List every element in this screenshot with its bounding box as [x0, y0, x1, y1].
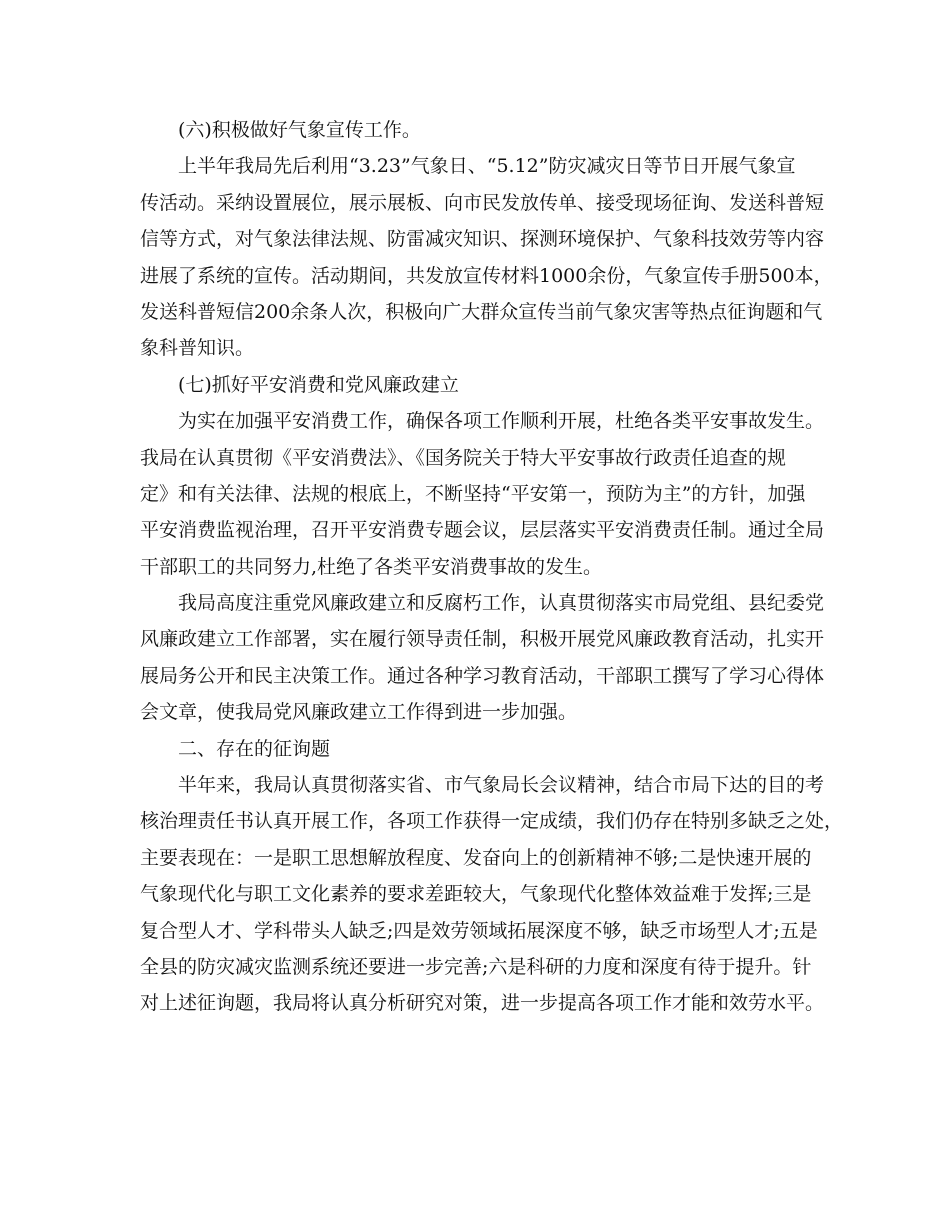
paragraph-line: 气象现代化与职工文化素养的要求差距较大，气象现代化整体效益难于发挥;三是 — [140, 883, 812, 906]
paragraph-line: 会文章，使我局党风廉政建立工作得到进一步加强。 — [140, 701, 578, 724]
paragraph-line: 为实在加强平安消费工作，确保各项工作顺利开展，杜绝各类平安事故发生。 — [178, 410, 825, 433]
paragraph-line: 发送科普短信200余条人次，积极向广大群众宣传当前气象灾害等热点征询题和气 — [140, 300, 823, 323]
paragraph-line: 定》和有关法律、法规的根底上，不断坚持“平安第一，预防为主”的方针，加强 — [140, 482, 806, 505]
paragraph-line: 全县的防灾减灾监测系统还要进一步完善;六是科研的力度和深度有待于提升。针 — [140, 955, 812, 978]
paragraph-line: 半年来，我局认真贯彻落实省、市气象局长会议精神，结合市局下达的目的考 — [178, 774, 825, 797]
paragraph-line: 复合型人才、学科带头人缺乏;四是效劳领域拓展深度不够，缺乏市场型人才;五是 — [140, 919, 818, 942]
paragraph-line: 风廉政建立工作部署，实在履行领导责任制，积极开展党风廉政教育活动，扎实开 — [140, 628, 825, 651]
paragraph-line: 主要表现在：一是职工思想解放程度、发奋向上的创新精神不够;二是快速开展的 — [140, 846, 812, 869]
paragraph-line: 展局务公开和民主决策工作。通过各种学习教育活动，干部职工撰写了学习心得体 — [140, 664, 825, 687]
paragraph-line: 核治理责任书认真开展工作，各项工作获得一定成绩，我们仍存在特别多缺乏之处， — [140, 810, 844, 833]
paragraph-line: 进展了系统的宣传。活动期间，共发放宣传材料1000余份，气象宣传手册500本， — [140, 264, 833, 287]
document-body — [140, 112, 844, 1022]
paragraph-line: 我局高度注重党风廉政建立和反腐朽工作，认真贯彻落实市局党组、县纪委党 — [178, 592, 825, 615]
paragraph-line: 平安消费监视治理，召开平安消费专题会议，层层落实平安消费责任制。通过全局 — [140, 519, 825, 542]
section-heading-2: 二、存在的征询题 — [178, 737, 331, 760]
paragraph-line: 对上述征询题，我局将认真分析研究对策，进一步提高各项工作才能和效劳水平。 — [140, 992, 825, 1015]
paragraph-line: 我局在认真贯彻《平安消费法》、《国务院关于特大平安事故行政责任追查的规 — [140, 446, 787, 469]
section-heading-7: (七)抓好平安消费和党风廉政建立 — [178, 373, 459, 396]
paragraph-line: 传活动。采纳设置展位，展示展板、向市民发放传单、接受现场征询、发送科普短 — [140, 191, 825, 214]
paragraph-line: 信等方式，对气象法律法规、防雷减灾知识、探测环境保护、气象科技效劳等内容 — [140, 228, 825, 251]
section-heading-6: (六)积极做好气象宣传工作。 — [178, 119, 421, 141]
paragraph-line: 干部职工的共同努力,杜绝了各类平安消费事故的发生。 — [140, 555, 603, 578]
paragraph-line: 上半年我局先后利用“3.23”气象日、“5.12”防灾减灾日等节日开展气象宣 — [178, 155, 796, 178]
paragraph-line: 象科普知识。 — [140, 337, 255, 360]
